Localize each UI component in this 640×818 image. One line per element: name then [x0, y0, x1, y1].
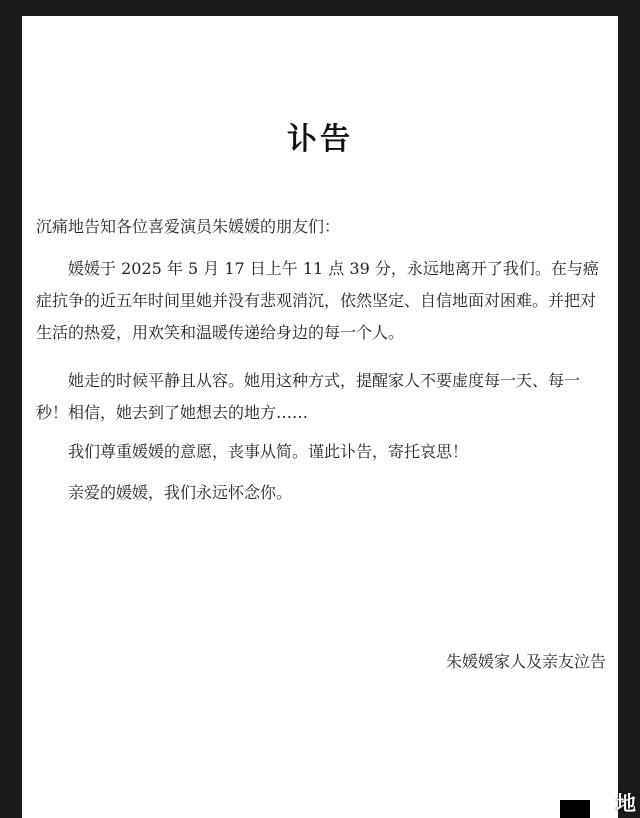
- paragraph-2: 她走的时候平静且从容。她用这种方式，提醒家人不要虚度每一天、每一秒！相信，她去到了她想去的地方……: [36, 371, 581, 422]
- paragraph-4: 亲爱的媛媛，我们永远怀念你。: [68, 483, 293, 502]
- paragraph-1: 媛媛于 2025 年 5 月 17 日上午 11 点 39 分，永远地离开了我们。在与癌症抗争的近五年时间里她并没有悲观消沉，依然坚定、自信地面对困难。并把对生活的热爱，用欢笑和温暖传递给身边的每一个人。: [36, 259, 599, 342]
- document-title: 讣告: [287, 122, 353, 157]
- signature: 朱媛媛家人及亲友泣告: [445, 652, 606, 671]
- salutation: 沉痛地告知各位喜爱演员朱媛媛的朋友们：: [36, 217, 341, 236]
- obituary-page: [22, 16, 618, 818]
- paragraph-3: 我们尊重媛媛的意愿，丧事从简。谨此讣告，寄托哀思！: [68, 442, 469, 461]
- corner-mark: [560, 800, 590, 818]
- watermark-text: 地: [616, 791, 636, 815]
